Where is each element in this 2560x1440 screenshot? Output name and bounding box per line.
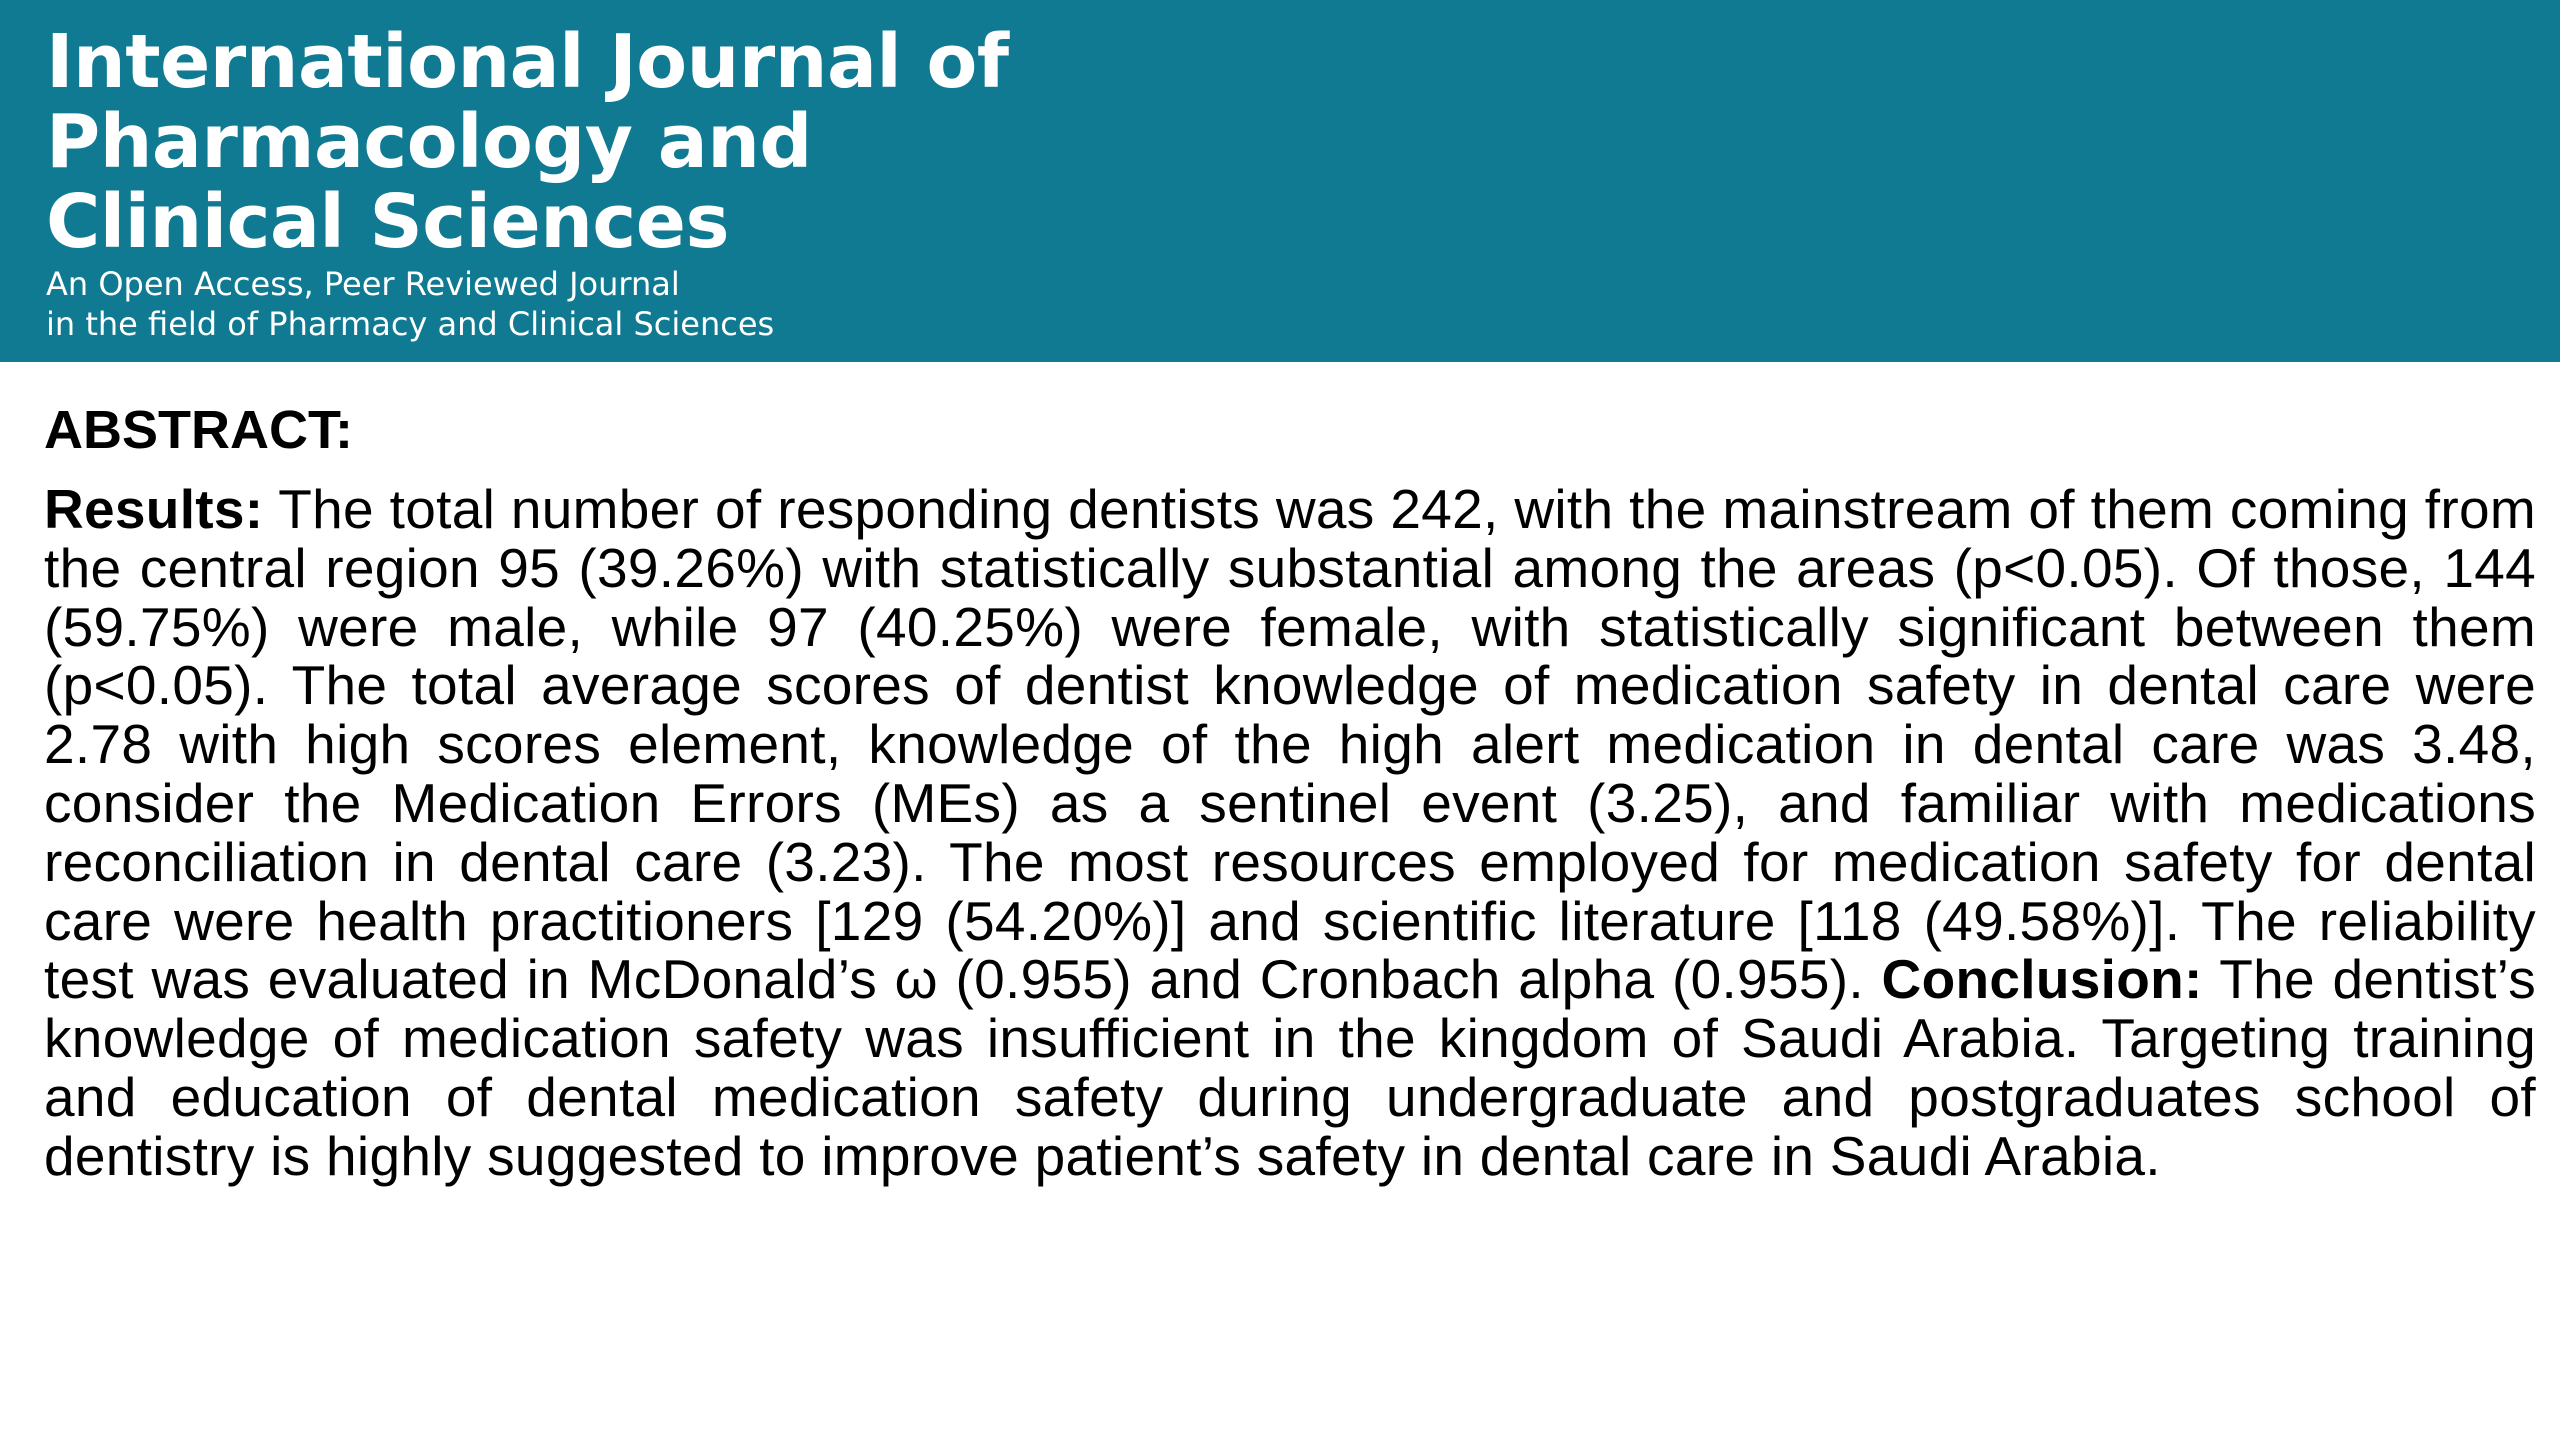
- journal-title-line: International Journal of: [46, 19, 1009, 105]
- journal-tagline-line: An Open Access, Peer Reviewed Journal: [46, 265, 680, 303]
- abstract-heading: ABSTRACT:: [44, 400, 353, 460]
- journal-tagline: [46, 264, 774, 344]
- journal-title-line: Pharmacology and: [46, 99, 812, 185]
- abstract-body: [44, 480, 2536, 1186]
- results-text: The total number of responding dentists was 242, with the mainstream of them coming from the central region 95 (39.26%) with statistically substantial among the areas (p<0.05). Of those, 144 (59.75%) were male, while 97 (40.25%) were female, with statistically significant between them (p<0.05). The total average scores of dentist knowledge of medication safety in dental care were 2.78 with high scores element, knowledge of the high alert medication in dental care was 3.48, consider the Medication Errors (MEs) as a sentinel event (3.25), and familiar with medications reconciliation in dental care (3.23). The most resources employed for medication safety for dental care were health practitioners [129 (54.20%)] and scientific literature [118 (49.58%)]. The reliability test was evaluated in McDonald’s ω (0.955) and Cronbach alpha (0.955).: [44, 478, 2536, 1011]
- conclusion-label: Conclusion:: [1881, 948, 2203, 1011]
- conclusion-text: The dentist’s knowledge of medication safety was insufficient in the kingdom of Saudi Arabia. Targeting training and education of dental medication safety during undergraduate and postgraduates school of dentistry is highly suggested to improve patient’s safety in dental care in Saudi Arabia.: [44, 948, 2537, 1187]
- journal-title: [46, 19, 1009, 265]
- journal-title-line: Clinical Sciences: [46, 179, 730, 265]
- results-label: Results:: [44, 478, 264, 540]
- journal-header-banner: [0, 0, 2560, 362]
- journal-tagline-line: in the field of Pharmacy and Clinical Sciences: [46, 305, 775, 343]
